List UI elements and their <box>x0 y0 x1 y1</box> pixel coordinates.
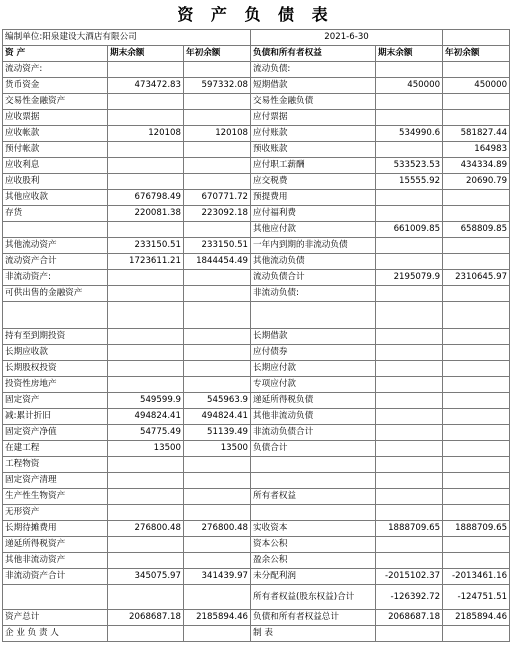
table-cell <box>376 142 443 158</box>
table-cell <box>443 393 510 409</box>
table-cell <box>251 505 376 521</box>
table-cell <box>108 329 184 345</box>
table-cell <box>184 377 251 393</box>
table-cell: 661009.85 <box>376 222 443 238</box>
table-row <box>3 94 510 110</box>
sheet-title: 资 产 负 债 表 <box>177 5 334 24</box>
table-cell <box>443 425 510 441</box>
table-cell <box>108 286 184 302</box>
table-cell <box>108 626 184 642</box>
table-cell: 434334.89 <box>443 158 510 174</box>
table-cell <box>376 441 443 457</box>
meta-row <box>3 30 510 46</box>
table-row <box>3 302 510 329</box>
table-cell: 2068687.18 <box>376 610 443 626</box>
table-row <box>3 238 510 254</box>
table-cell: 1888709.65 <box>443 521 510 537</box>
table-cell: 应付票据 <box>251 110 376 126</box>
table-cell: 其他流动负债 <box>251 254 376 270</box>
table-cell <box>108 553 184 569</box>
table-cell <box>184 505 251 521</box>
table-cell <box>443 110 510 126</box>
table-cell: 专项应付款 <box>251 377 376 393</box>
balance-table <box>2 29 510 642</box>
table-cell: -2015102.37 <box>376 569 443 585</box>
table-cell <box>443 345 510 361</box>
table-cell: 1723611.21 <box>108 254 184 270</box>
table-cell <box>443 62 510 78</box>
table-cell: 597332.08 <box>184 78 251 94</box>
table-cell: 长期应收款 <box>3 345 108 361</box>
table-row <box>3 425 510 441</box>
table-cell: 1888709.65 <box>376 521 443 537</box>
table-cell: 其他非流动负债 <box>251 409 376 425</box>
balance-table-body <box>3 30 510 642</box>
table-cell: 其他非流动资产 <box>3 553 108 569</box>
table-row <box>3 254 510 270</box>
table-cell: 应交税费 <box>251 174 376 190</box>
table-cell <box>443 505 510 521</box>
table-cell: 递延所得税资产 <box>3 537 108 553</box>
table-row <box>3 441 510 457</box>
table-cell: 短期借款 <box>251 78 376 94</box>
table-cell <box>184 302 251 329</box>
table-row <box>3 610 510 626</box>
table-cell <box>443 190 510 206</box>
table-cell: 450000 <box>376 78 443 94</box>
header-end-balance: 期末余额 <box>108 46 184 62</box>
table-cell: 预收账款 <box>251 142 376 158</box>
table-row <box>3 521 510 537</box>
table-cell: 递延所得税负债 <box>251 393 376 409</box>
table-cell <box>443 441 510 457</box>
table-row <box>3 62 510 78</box>
table-cell <box>184 174 251 190</box>
table-cell: 51139.49 <box>184 425 251 441</box>
table-cell: 应收股利 <box>3 174 108 190</box>
table-cell <box>108 505 184 521</box>
table-cell: 120108 <box>108 126 184 142</box>
table-cell: 非流动资产: <box>3 270 108 286</box>
table-cell <box>443 457 510 473</box>
table-cell: 所有者权益 <box>251 489 376 505</box>
table-cell <box>108 302 184 329</box>
table-cell: 一年内到期的非流动负债 <box>251 238 376 254</box>
table-cell: 投资性房地产 <box>3 377 108 393</box>
report-date: 2021-6-30 <box>251 30 443 46</box>
table-cell <box>108 110 184 126</box>
table-row <box>3 270 510 286</box>
table-cell <box>443 302 510 329</box>
table-cell: 非流动资产合计 <box>3 569 108 585</box>
table-cell <box>3 222 108 238</box>
table-cell <box>108 174 184 190</box>
table-row <box>3 142 510 158</box>
table-cell: 企 业 负 责 人 <box>3 626 108 642</box>
table-cell: 2185894.46 <box>443 610 510 626</box>
table-cell <box>376 457 443 473</box>
table-cell: 276800.48 <box>184 521 251 537</box>
table-cell <box>376 110 443 126</box>
table-cell: 非流动负债合计 <box>251 425 376 441</box>
table-row <box>3 345 510 361</box>
table-cell <box>184 553 251 569</box>
table-cell: 应付福利费 <box>251 206 376 222</box>
table-cell: -124751.51 <box>443 585 510 610</box>
table-cell <box>184 329 251 345</box>
header-row <box>3 46 510 62</box>
table-cell: 长期借款 <box>251 329 376 345</box>
table-row <box>3 505 510 521</box>
table-row <box>3 174 510 190</box>
table-cell <box>443 329 510 345</box>
table-cell: 13500 <box>184 441 251 457</box>
table-cell <box>108 142 184 158</box>
table-cell: 未分配利润 <box>251 569 376 585</box>
table-row <box>3 489 510 505</box>
table-cell <box>443 377 510 393</box>
table-cell <box>184 537 251 553</box>
table-cell <box>376 361 443 377</box>
table-cell <box>376 409 443 425</box>
table-row <box>3 329 510 345</box>
table-cell: 减:累计折旧 <box>3 409 108 425</box>
table-cell: 应收利息 <box>3 158 108 174</box>
table-cell <box>184 457 251 473</box>
table-cell <box>184 626 251 642</box>
table-cell <box>108 585 184 610</box>
header-assets: 资 产 <box>3 46 108 62</box>
table-cell <box>184 286 251 302</box>
header-begin-balance-2: 年初余额 <box>443 46 510 62</box>
table-cell: 流动负债合计 <box>251 270 376 286</box>
table-cell: 在建工程 <box>3 441 108 457</box>
table-cell <box>443 537 510 553</box>
table-cell: 所有者权益(股东权益)合计 <box>251 585 376 610</box>
table-cell: 非流动负债: <box>251 286 376 302</box>
table-cell: 549599.9 <box>108 393 184 409</box>
table-cell: 资产总计 <box>3 610 108 626</box>
table-cell <box>3 302 108 329</box>
table-cell <box>251 457 376 473</box>
table-cell <box>376 254 443 270</box>
table-row <box>3 585 510 610</box>
table-row <box>3 553 510 569</box>
table-cell <box>108 62 184 78</box>
table-cell: 15555.92 <box>376 174 443 190</box>
header-end-balance-2: 期末余额 <box>376 46 443 62</box>
table-row <box>3 222 510 238</box>
table-cell <box>376 286 443 302</box>
table-cell <box>184 142 251 158</box>
table-cell <box>376 537 443 553</box>
table-cell <box>376 345 443 361</box>
table-cell: 20690.79 <box>443 174 510 190</box>
table-cell: 494824.41 <box>184 409 251 425</box>
table-row <box>3 126 510 142</box>
table-row <box>3 158 510 174</box>
table-cell: 工程物资 <box>3 457 108 473</box>
table-cell <box>376 190 443 206</box>
table-cell: 存货 <box>3 206 108 222</box>
table-cell <box>376 62 443 78</box>
meta-blank <box>443 30 510 46</box>
table-cell: 2195079.9 <box>376 270 443 286</box>
table-cell <box>376 302 443 329</box>
table-cell: 应收票据 <box>3 110 108 126</box>
table-cell: 676798.49 <box>108 190 184 206</box>
table-cell: 交易性金融资产 <box>3 94 108 110</box>
table-cell <box>443 361 510 377</box>
table-cell: -126392.72 <box>376 585 443 610</box>
header-begin-balance: 年初余额 <box>184 46 251 62</box>
table-cell: 2185894.46 <box>184 610 251 626</box>
table-cell <box>108 345 184 361</box>
table-cell: 可供出售的金融资产 <box>3 286 108 302</box>
table-cell: 233150.51 <box>108 238 184 254</box>
table-cell <box>108 361 184 377</box>
table-cell <box>184 345 251 361</box>
table-cell: 长期应付款 <box>251 361 376 377</box>
table-row <box>3 569 510 585</box>
table-cell: 预提费用 <box>251 190 376 206</box>
table-cell: 220081.38 <box>108 206 184 222</box>
table-cell <box>443 626 510 642</box>
table-cell: 流动资产合计 <box>3 254 108 270</box>
table-row <box>3 626 510 642</box>
table-cell <box>108 457 184 473</box>
table-cell: 货币资金 <box>3 78 108 94</box>
table-cell: 223092.18 <box>184 206 251 222</box>
table-row <box>3 457 510 473</box>
table-cell: 实收资本 <box>251 521 376 537</box>
table-cell <box>376 393 443 409</box>
table-cell <box>108 270 184 286</box>
table-cell <box>443 473 510 489</box>
table-cell: 交易性金融负债 <box>251 94 376 110</box>
table-cell <box>443 206 510 222</box>
table-cell: 负债和所有者权益总计 <box>251 610 376 626</box>
table-cell: 533523.53 <box>376 158 443 174</box>
table-cell <box>443 94 510 110</box>
table-cell: 应付债券 <box>251 345 376 361</box>
table-cell <box>376 377 443 393</box>
table-cell: 545963.9 <box>184 393 251 409</box>
table-cell: 2068687.18 <box>108 610 184 626</box>
table-cell <box>108 537 184 553</box>
table-cell <box>108 377 184 393</box>
table-cell: 494824.41 <box>108 409 184 425</box>
table-row <box>3 206 510 222</box>
table-row <box>3 473 510 489</box>
table-cell <box>184 270 251 286</box>
table-cell: 233150.51 <box>184 238 251 254</box>
table-cell <box>184 222 251 238</box>
table-cell: 534990.6 <box>376 126 443 142</box>
table-cell: 应付账款 <box>251 126 376 142</box>
table-row <box>3 78 510 94</box>
table-cell: 负债合计 <box>251 441 376 457</box>
table-cell: 164983 <box>443 142 510 158</box>
header-liabilities: 负债和所有者权益 <box>251 46 376 62</box>
table-row <box>3 361 510 377</box>
table-cell: 长期待摊费用 <box>3 521 108 537</box>
table-cell <box>184 94 251 110</box>
table-cell: 2310645.97 <box>443 270 510 286</box>
table-cell: 应收帐款 <box>3 126 108 142</box>
table-cell <box>184 473 251 489</box>
table-cell: 固定资产净值 <box>3 425 108 441</box>
table-cell <box>376 489 443 505</box>
table-row <box>3 286 510 302</box>
table-cell <box>376 473 443 489</box>
table-cell: 应付职工薪酬 <box>251 158 376 174</box>
table-cell: 长期股权投资 <box>3 361 108 377</box>
table-cell <box>376 329 443 345</box>
table-cell: 670771.72 <box>184 190 251 206</box>
table-row <box>3 110 510 126</box>
table-cell: 生产性生物资产 <box>3 489 108 505</box>
table-cell <box>443 489 510 505</box>
table-cell: 13500 <box>108 441 184 457</box>
table-cell: 54775.49 <box>108 425 184 441</box>
table-cell: 120108 <box>184 126 251 142</box>
table-cell <box>376 425 443 441</box>
table-cell <box>108 222 184 238</box>
table-cell: 其他应付款 <box>251 222 376 238</box>
table-cell: 341439.97 <box>184 569 251 585</box>
table-cell: 581827.44 <box>443 126 510 142</box>
table-cell: 345075.97 <box>108 569 184 585</box>
table-cell <box>443 286 510 302</box>
table-cell <box>376 206 443 222</box>
table-cell <box>108 473 184 489</box>
table-cell: 流动负债: <box>251 62 376 78</box>
table-row <box>3 537 510 553</box>
table-cell <box>108 94 184 110</box>
table-row <box>3 190 510 206</box>
table-cell <box>3 585 108 610</box>
table-cell <box>443 254 510 270</box>
table-cell: -2013461.16 <box>443 569 510 585</box>
table-cell <box>251 302 376 329</box>
table-cell <box>376 238 443 254</box>
table-cell: 资本公积 <box>251 537 376 553</box>
table-cell: 固定资产 <box>3 393 108 409</box>
table-row <box>3 377 510 393</box>
table-cell: 固定资产清理 <box>3 473 108 489</box>
table-cell: 制 表 <box>251 626 376 642</box>
table-cell: 其他流动资产 <box>3 238 108 254</box>
table-cell <box>184 361 251 377</box>
table-cell <box>376 553 443 569</box>
table-cell: 无形资产 <box>3 505 108 521</box>
table-cell: 450000 <box>443 78 510 94</box>
table-cell <box>108 158 184 174</box>
table-cell <box>184 158 251 174</box>
table-cell: 其他应收款 <box>3 190 108 206</box>
table-cell <box>376 505 443 521</box>
table-row <box>3 393 510 409</box>
table-cell: 持有至到期投资 <box>3 329 108 345</box>
table-cell: 276800.48 <box>108 521 184 537</box>
table-cell <box>184 110 251 126</box>
table-cell <box>184 489 251 505</box>
table-cell <box>376 94 443 110</box>
company-unit: 编制单位:阳泉建设大酒店有限公司 <box>3 30 251 46</box>
table-cell <box>108 489 184 505</box>
table-row <box>3 409 510 425</box>
table-cell: 流动资产: <box>3 62 108 78</box>
table-cell <box>443 238 510 254</box>
table-cell: 473472.83 <box>108 78 184 94</box>
table-cell: 658809.85 <box>443 222 510 238</box>
table-cell <box>443 553 510 569</box>
table-cell <box>251 473 376 489</box>
table-cell <box>184 585 251 610</box>
table-cell <box>376 626 443 642</box>
table-cell: 1844454.49 <box>184 254 251 270</box>
table-cell <box>184 62 251 78</box>
table-cell: 盈余公积 <box>251 553 376 569</box>
table-cell <box>443 409 510 425</box>
table-cell: 预付帐款 <box>3 142 108 158</box>
